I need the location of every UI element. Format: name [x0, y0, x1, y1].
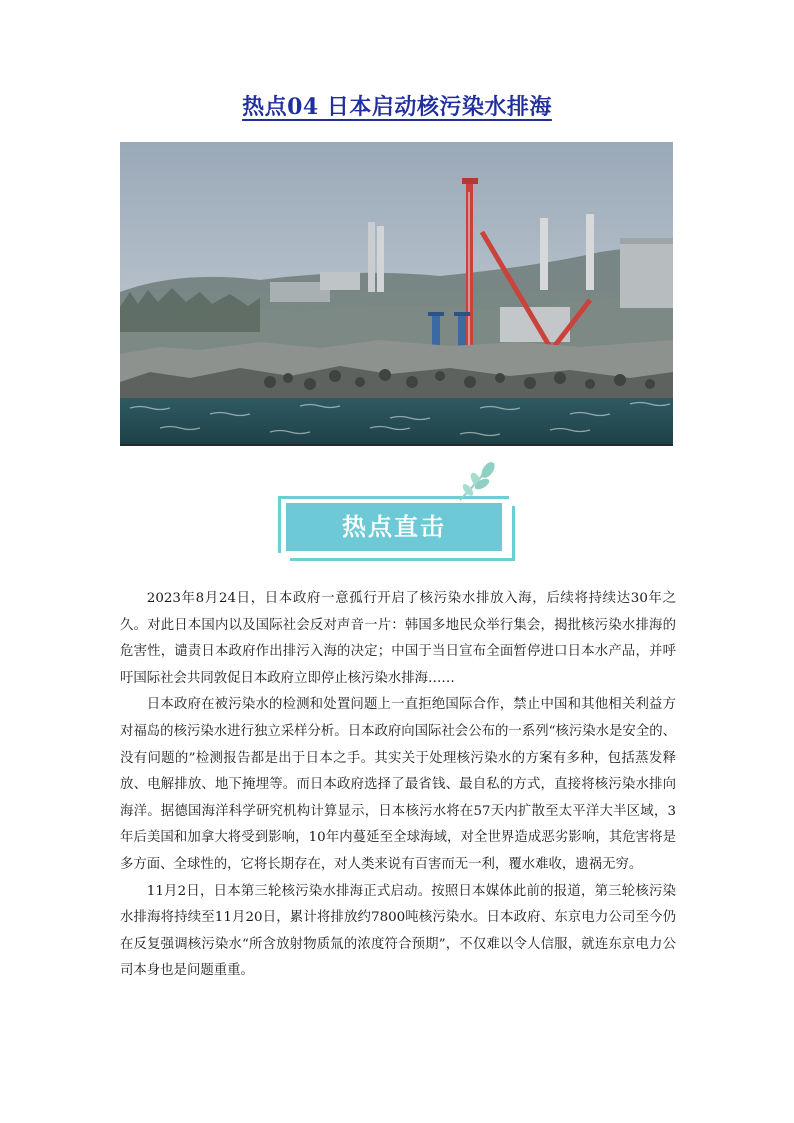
paragraph: 11月2日，日本第三轮核污染水排海正式启动。按照日本媒体此前的报道，第三轮核污染水排海将持续至11月20日，累计将排放约7800吨核污染水。日本政府、东京电力公司至今仍在反复强调核污染水“所含放射物质氚的浓度符合预期”，不仅难以令人信服，就连东京电力公司本身也是问题重重。	[120, 883, 676, 979]
page-title: 热点04 日本启动核污染水排海	[242, 94, 552, 120]
article-body	[120, 586, 676, 985]
section-header-label: 热点直击	[286, 503, 502, 551]
section-header	[278, 460, 516, 560]
paragraph: 日本政府在被污染水的检测和处置问题上一直拒绝国际合作，禁止中国和其他相关利益方对福岛的核污染水进行独立采样分析。日本政府向国际社会公布的一系列“核污染水是安全的、没有问题的”检测报告都是出于日本之手。其实关于处理核污染水的方案有多种，包括蒸发释放、电解排放、地下掩埋等。而日本政府选择了最省钱、最自私的方式，直接将核污染水排向海洋。据德国海洋科学研究机构计算显示，日本核污水将在57天内扩散至太平洋大半区域，3年后美国和加拿大将受到影响，10年内蔓延至全球海域，对全世界造成恶劣影响，其危害将是多方面、全球性的，它将长期存在，对人类来说有百害而无一利，覆水难收，遗祸无穷。	[120, 697, 676, 872]
fukushima-plant-photo	[120, 142, 673, 446]
leaf-sprig-icon	[454, 460, 504, 504]
paragraph: 2023年8月24日，日本政府一意孤行开启了核污染水排放入海，后续将持续达30年之久。对此日本国内以及国际社会反对声音一片：韩国多地民众举行集会，揭批核污染水排海的危害性，谴责日本政府作出排污入海的决定；中国于当日宣布全面暂停进口日本水产品，并呼吁国际社会共同敦促日本政府立即停止核污染水排海……	[120, 591, 676, 686]
